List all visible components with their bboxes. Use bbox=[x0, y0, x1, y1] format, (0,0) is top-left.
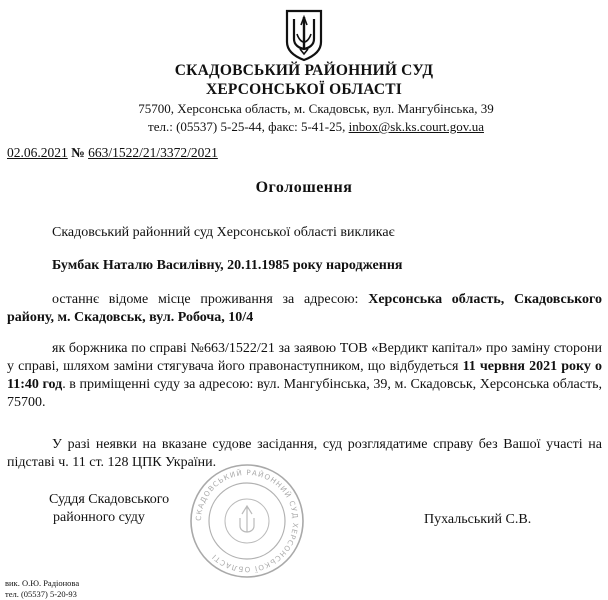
judge-title-line2: районного суду bbox=[53, 510, 145, 525]
document-title: Оголошення bbox=[255, 179, 353, 196]
registration-number-sign: № bbox=[67, 145, 89, 160]
address-value: Херсонська область, Скадовського району, м. Скадовськ, вул. Робоча, 10/4 bbox=[7, 292, 602, 325]
judge-title-line1: Суддя Скадовського bbox=[49, 492, 170, 507]
court-address: 75700, Херсонська область, м. Скадовськ, вул. Мангубінська, 39 bbox=[138, 101, 494, 116]
court-name-line2: ХЕРСОНСЬКОЇ ОБЛАСТІ bbox=[205, 81, 402, 98]
court-name-line1: СКАДОВСЬКИЙ РАЙОННИЙ СУД bbox=[174, 62, 434, 79]
paragraph-case-details bbox=[7, 340, 602, 412]
hearing-datetime: 11 червня 2021 року о 11:40 год bbox=[7, 359, 602, 392]
trident-coat-of-arms-icon bbox=[283, 8, 325, 62]
registration-line bbox=[7, 144, 218, 161]
address-intro: останнє відоме місце проживання за адресою: bbox=[52, 292, 369, 307]
case-text-end: . в приміщенні суду за адресою: вул. Мангубінська, 39, м. Скадовськ, Херсонська область, 75700. bbox=[7, 377, 602, 410]
paragraph-warning: У разі неявки на вказане судове засідання, суд розглядатиме справу без Вашої участі на підставі ч. 11 ст. 128 ЦПК України. bbox=[7, 437, 602, 470]
paragraph-address bbox=[7, 291, 602, 327]
email-link[interactable]: inbox@sk.ks.court.gov.ua bbox=[348, 119, 484, 134]
judge-title bbox=[49, 491, 169, 527]
paragraph-person-name: Бумбак Наталю Василівну, 20.11.1985 року народження bbox=[52, 258, 403, 273]
court-seal-stamp-icon bbox=[188, 462, 306, 580]
registration-date: 02.06.2021 bbox=[7, 145, 68, 160]
case-text-start: як боржника по справі №663/1522/21 за заявою ТОВ «Вердикт капітал» про заміну сторони у справі, шляхом заміни стягувача його правонаступником, що відбудеться bbox=[7, 341, 602, 374]
phone-fax-text: тел.: (05537) 5-25-44, факс: 5-41-25, bbox=[148, 119, 349, 134]
judge-name: Пухальський С.В. bbox=[424, 512, 532, 527]
court-contacts bbox=[12, 118, 608, 135]
seal-text: СКАДОВСЬКИЙ РАЙОННИЙ СУД ХЕРСОНСЬКОЇ ОБЛАСТІ bbox=[193, 467, 301, 575]
registration-number: 663/1522/21/3372/2021 bbox=[88, 145, 218, 160]
paragraph-summons: Скадовський районний суд Херсонської області викликає bbox=[52, 225, 395, 240]
footer-phone: тел. (05537) 5-20-93 bbox=[5, 589, 77, 599]
footer-executor: вик. О.Ю. Радіонова bbox=[5, 578, 80, 588]
